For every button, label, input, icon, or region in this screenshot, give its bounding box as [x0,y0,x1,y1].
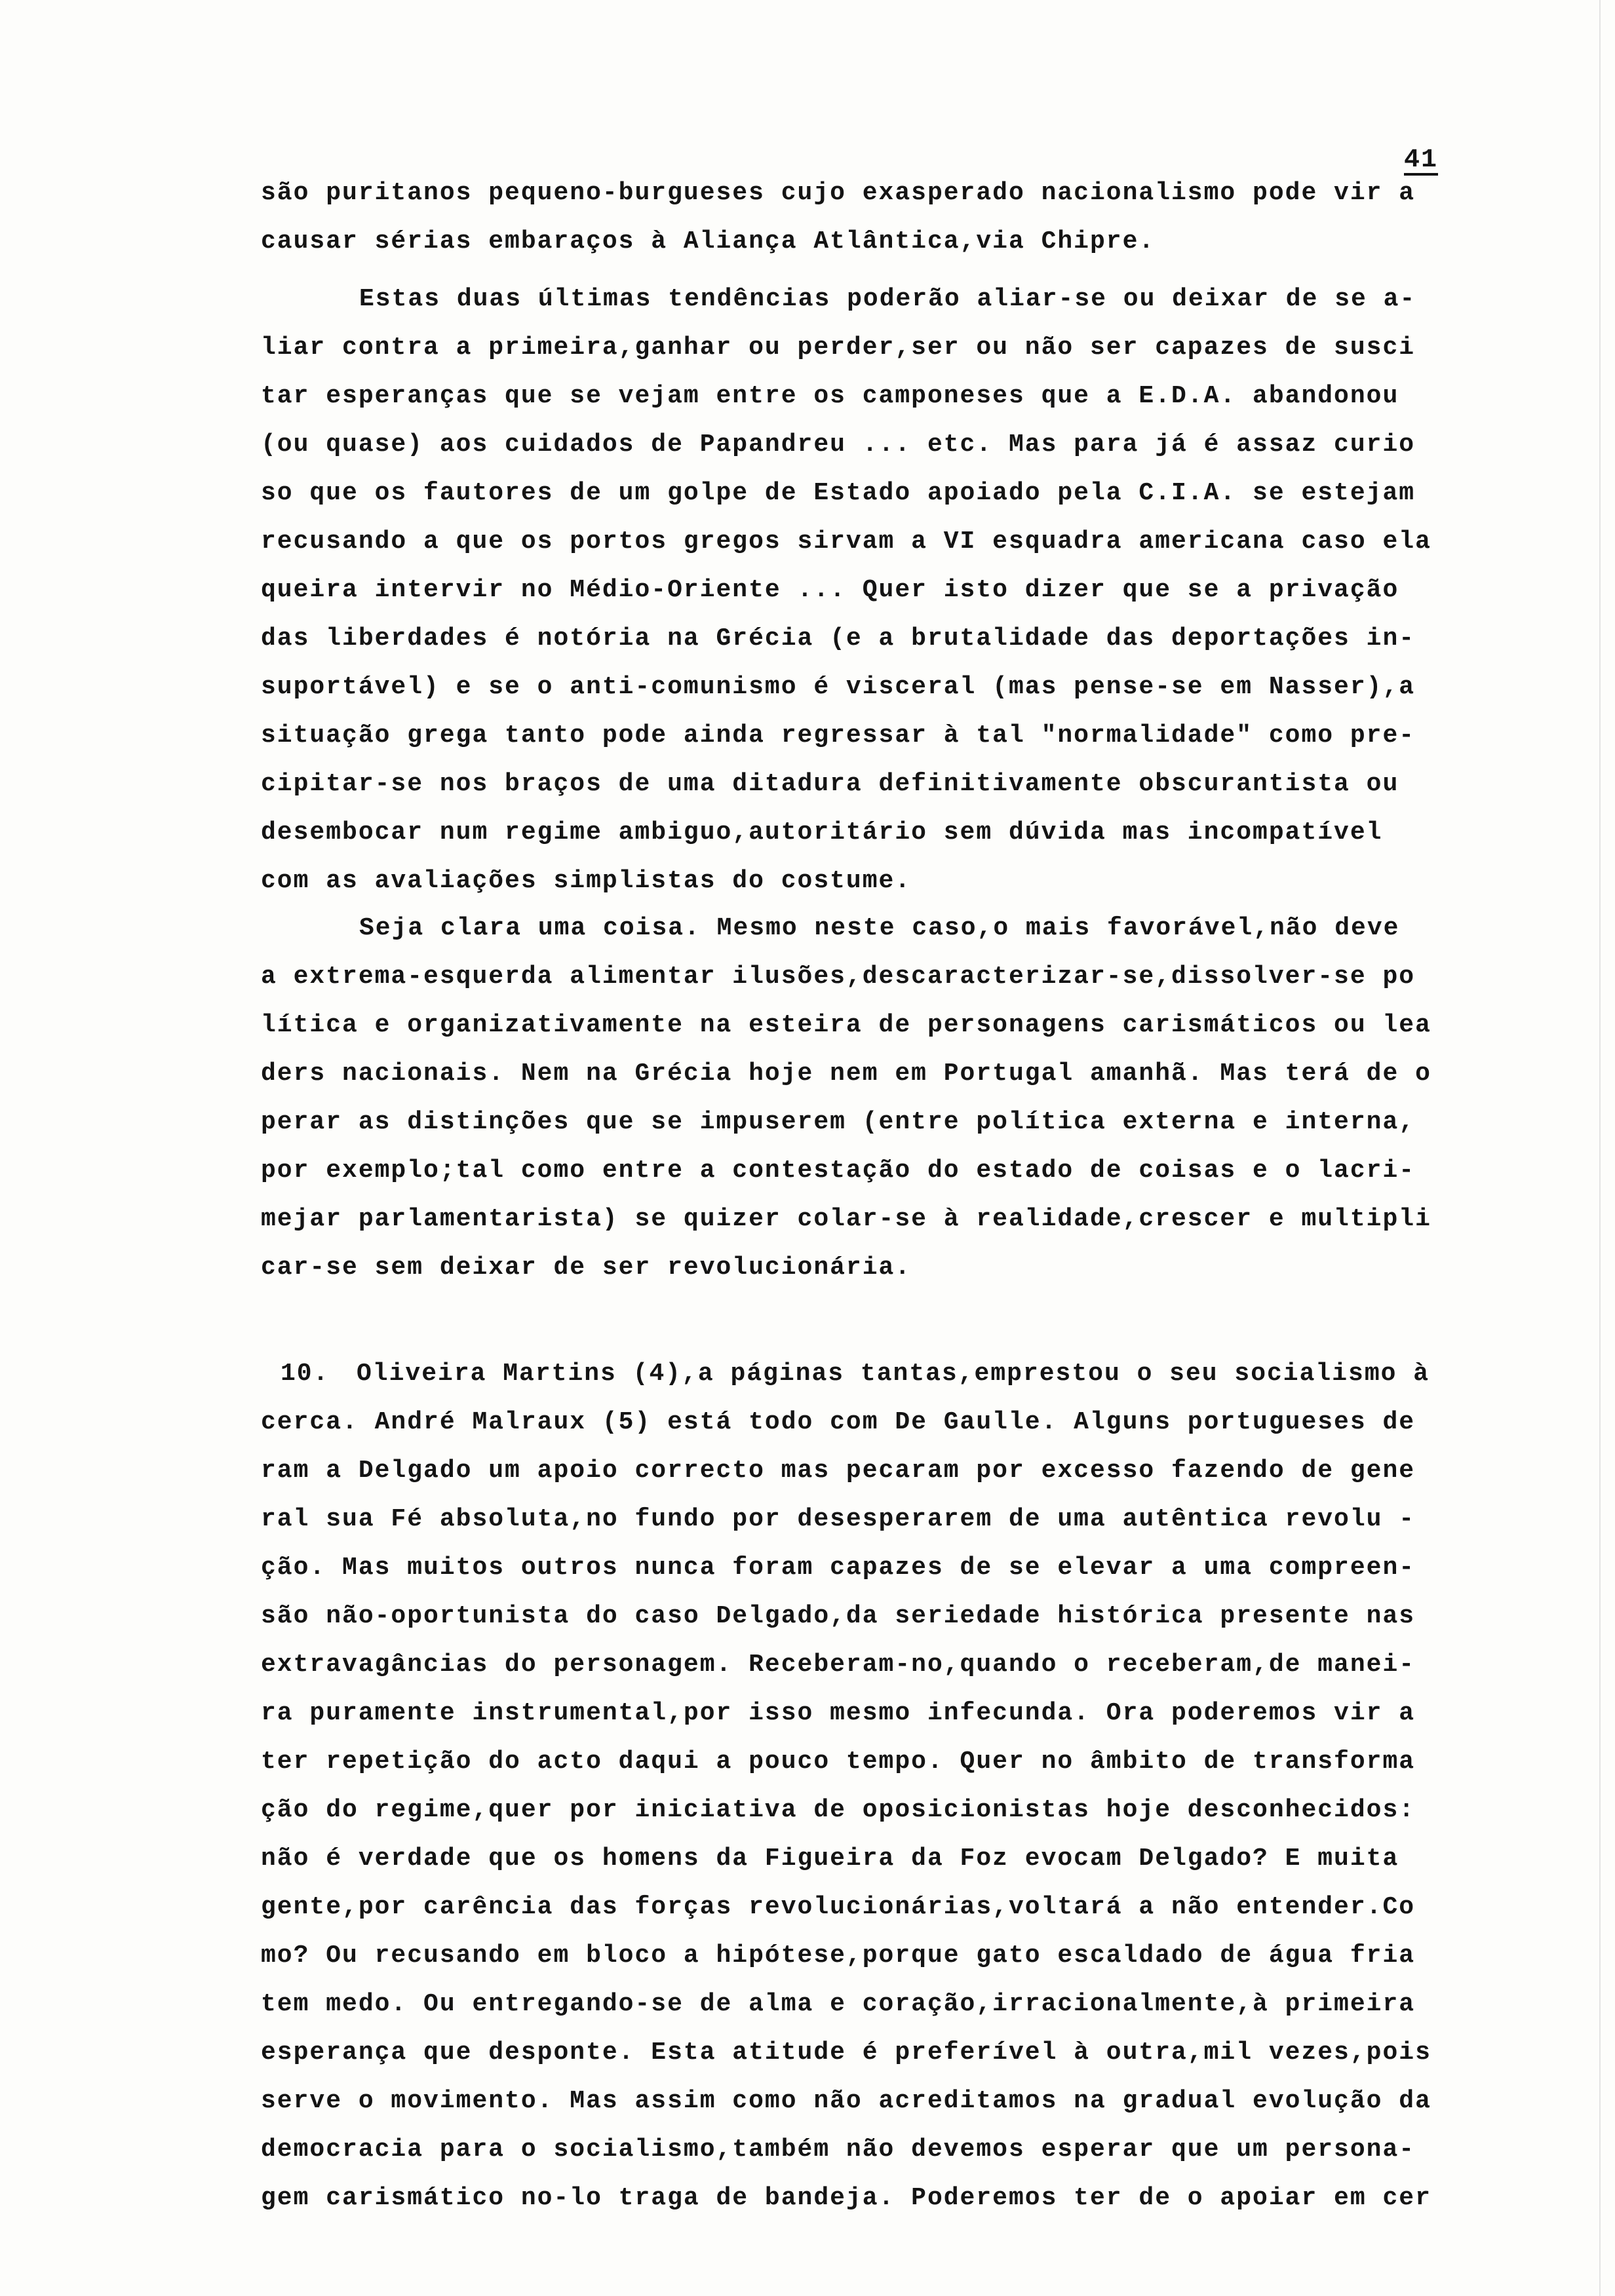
text-line: causar sérias embaraços à Aliança Atlântica,via Chipre. [261,227,1156,256]
text-line: lítica e organizativamente na esteira de personagens carismáticos ou lea [261,1011,1431,1039]
text-line: (ou quase) aos cuidados de Papandreu ... etc. Mas para já é assaz curio [261,430,1416,459]
text-line: ram a Delgado um apoio correcto mas pecaram por excesso fazendo de gene [261,1457,1416,1485]
text-line: das liberdades é notória na Grécia (e a brutalidade das deportações in- [261,624,1416,653]
text-line: com as avaliações simplistas do costume. [261,867,912,895]
text-line: ção do regime,quer por iniciativa de oposicionistas hoje desconhecidos: [261,1796,1416,1824]
text-line: cerca. André Malraux (5) está todo com De Gaulle. Alguns portugueses de [261,1408,1416,1436]
text-line: ra puramente instrumental,por isso mesmo infecunda. Ora poderemos vir a [261,1699,1416,1727]
text-line: gem carismático no-lo traga de bandeja. Poderemos ter de o apoiar em cer [261,2184,1431,2212]
page-number: 41 [1404,145,1439,175]
text-line: por exemplo;tal como entre a contestação do estado de coisas e o lacri- [261,1157,1416,1185]
text-line: recusando a que os portos gregos sirvam a VI esquadra americana caso ela [261,527,1431,556]
text-line: car-se sem deixar de ser revolucionária. [261,1253,912,1282]
text-line: são puritanos pequeno-burgueses cujo exasperado nacionalismo pode vir a [261,179,1416,207]
text-line: não é verdade que os homens da Figueira da Foz evocam Delgado? E muita [261,1845,1399,1873]
text-line: tem medo. Ou entregando-se de alma e coração,irracionalmente,à primeira [261,1990,1416,2018]
text-line: ders nacionais. Nem na Grécia hoje nem em Portugal amanhã. Mas terá de o [261,1060,1431,1088]
text-line: esperança que desponte. Esta atitude é preferível à outra,mil vezes,pois [261,2038,1431,2067]
page-edge-line [1599,0,1601,2296]
text-line: gente,por carência das forças revolucionárias,voltará a não entender.Co [261,1893,1416,1921]
paragraph-greek-tendencies [261,275,1431,906]
text-line: Estas duas últimas tendências poderão aliar-se ou deixar de se a- [359,285,1416,313]
text-line: cipitar-se nos braços de uma ditadura definitivamente obscurantista ou [261,770,1399,798]
text-line: a extrema-esquerda alimentar ilusões,descaracterizar-se,dissolver-se po [261,963,1416,991]
text-line: serve o movimento. Mas assim como não acreditamos na gradual evolução da [261,2087,1431,2115]
text-line: democracia para o socialismo,também não devemos esperar que um persona- [261,2135,1416,2164]
text-line: ção. Mas muitos outros nunca foram capazes de se elevar a uma compreen- [261,1554,1416,1582]
section-10 [261,1350,1431,2223]
text-line: ral sua Fé absoluta,no fundo por desesperarem de uma autêntica revolu - [261,1505,1416,1533]
text-line: Seja clara uma coisa. Mesmo neste caso,o mais favorável,não deve [359,914,1400,942]
paragraph-extreme-left [261,904,1431,1292]
text-line: mo? Ou recusando em bloco a hipótese,porque gato escaldado de água fria [261,1942,1416,1970]
section-first-line: Oliveira Martins (4),a páginas tantas,emprestou o seu socialismo à [357,1360,1430,1388]
text-line: situação grega tanto pode ainda regressar à tal "normalidade" como pre- [261,721,1416,750]
text-line: liar contra a primeira,ganhar ou perder,ser ou não ser capazes de susci [261,334,1416,362]
text-line: ter repetição do acto daqui a pouco tempo. Quer no âmbito de transforma [261,1748,1416,1776]
section-number: 10. [281,1360,330,1388]
text-line: perar as distinções que se impuserem (entre política externa e interna, [261,1108,1416,1136]
text-line: so que os fautores de um golpe de Estado apoiado pela C.I.A. se estejam [261,479,1416,507]
text-line: mejar parlamentarista) se quizer colar-se à realidade,crescer e multipli [261,1205,1431,1233]
text-line: tar esperanças que se vejam entre os camponeses que a E.D.A. abandonou [261,382,1399,410]
text-line: queira intervir no Médio-Oriente ... Quer isto dizer que se a privação [261,576,1399,604]
text-line [261,1350,1431,1398]
text-line: são não-oportunista do caso Delgado,da seriedade histórica presente nas [261,1602,1416,1630]
paragraph-continuation [261,169,1415,266]
text-line: desembocar num regime ambiguo,autoritário sem dúvida mas incompatível [261,818,1383,847]
text-line: suportável) e se o anti-comunismo é visceral (mas pense-se em Nasser),a [261,673,1416,701]
text-line: extravagâncias do personagem. Receberam-no,quando o receberam,de manei- [261,1651,1416,1679]
